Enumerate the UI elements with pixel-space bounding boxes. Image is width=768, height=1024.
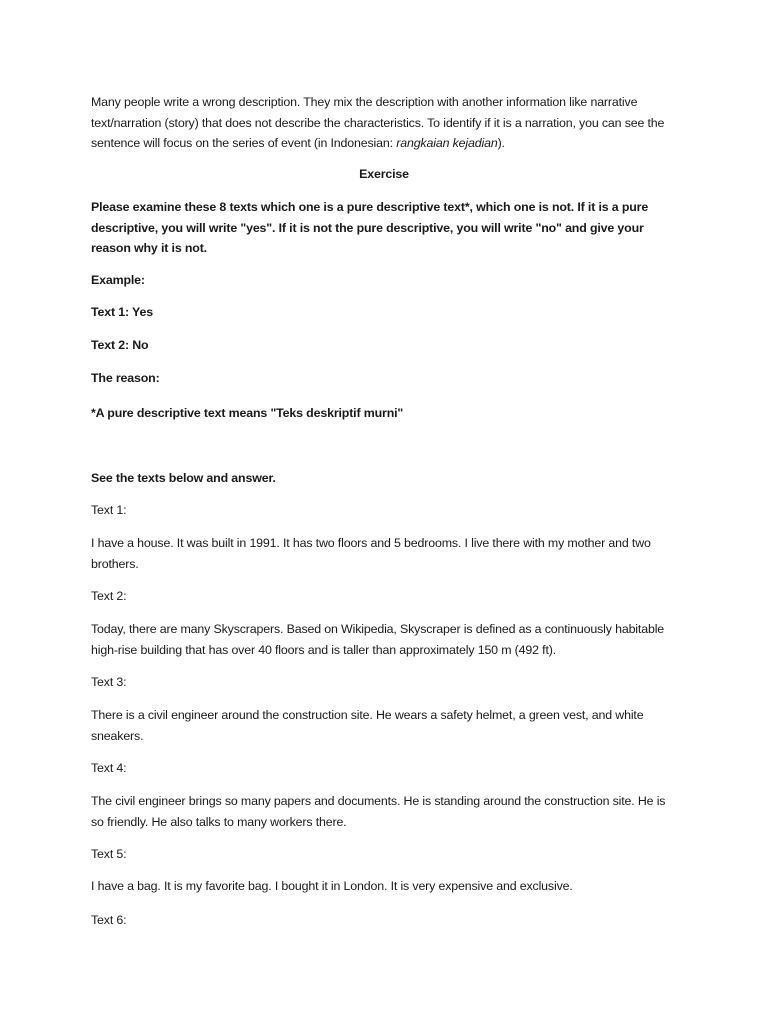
see-texts-heading: See the texts below and answer.	[91, 471, 276, 485]
intro-text: Many people write a wrong description. They mix the description with another information like narrative text/narration (story) that does not describe the characteristics. To identify if it is a narration, you can see the sentence will focus on the series of event (in Indonesian:	[91, 95, 665, 150]
example-label: Example:	[91, 273, 145, 287]
text-2-label: Text 2:	[91, 589, 127, 603]
text-3-body: There is a civil engineer around the construction site. He wears a safety helmet, a green vest, and white sneakers.	[91, 708, 644, 743]
example-line-1: Text 1: Yes	[91, 305, 153, 319]
intro-italic-term: rangkaian kejadian	[396, 136, 498, 150]
intro-text-end: ).	[497, 136, 505, 150]
exercise-heading: Exercise	[359, 167, 409, 181]
text-6-label: Text 6:	[91, 913, 127, 927]
text-5-body: I have a bag. It is my favorite bag. I bought it in London. It is very expensive and exclusive.	[91, 879, 573, 893]
example-line-2: Text 2: No	[91, 338, 149, 352]
text-2-body: Today, there are many Skyscrapers. Based on Wikipedia, Skyscraper is defined as a continuously habitable high-rise building that has over 40 floors and is taller than approximately 150 m (492 ft).	[91, 622, 665, 657]
text-4-body: The civil engineer brings so many papers and documents. He is standing around the construction site. He is so friendly. He also talks to many workers there.	[91, 794, 666, 829]
text-4-label: Text 4:	[91, 761, 127, 775]
text-1-body: I have a house. It was built in 1991. It has two floors and 5 bedrooms. I live there with my mother and two brothers.	[91, 536, 651, 571]
instructions-paragraph: Please examine these 8 texts which one is a pure descriptive text*, which one is not. If it is a pure descriptive, you will write "yes". If it is not the pure descriptive, you will write "no" and give your reason why it is not.	[91, 200, 649, 255]
text-1-label: Text 1:	[91, 503, 127, 517]
example-reason: The reason:	[91, 371, 160, 385]
example-note: *A pure descriptive text means "Teks deskriptif murni"	[91, 406, 404, 420]
text-5-label: Text 5:	[91, 847, 127, 861]
intro-paragraph	[91, 92, 681, 154]
text-3-label: Text 3:	[91, 675, 127, 689]
